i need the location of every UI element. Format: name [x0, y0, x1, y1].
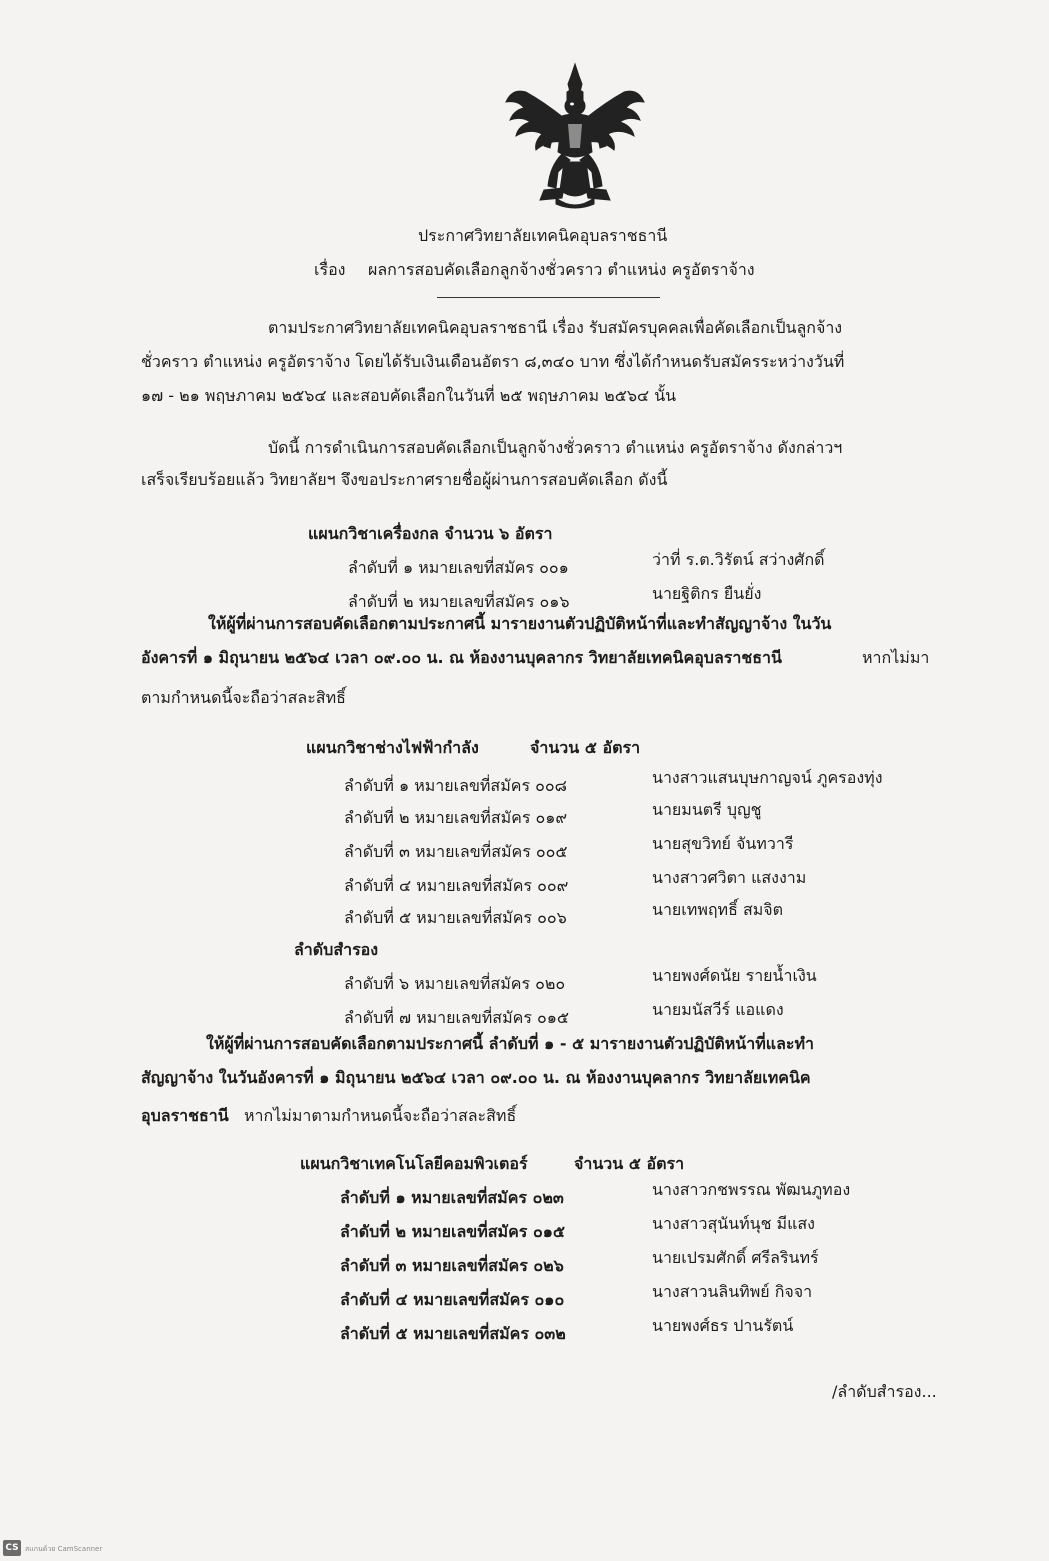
camscanner-watermark: สแกนด้วย CamScanner: [25, 1545, 103, 1553]
subject-text: ผลการสอบคัดเลือกลูกจ้างชั่วคราว ตำแหน่ง ครูอัตราจ้าง: [368, 260, 755, 279]
list-item-rank: ลำดับที่ ๓ หมายเลขที่สมัคร ๐๒๖: [340, 1256, 564, 1275]
list-item-rank: ลำดับที่ ๑ หมายเลขที่สมัคร ๐๒๓: [340, 1188, 564, 1207]
notice-line-2: อังคารที่ ๑ มิถุนายน ๒๕๖๔ เวลา ๐๙.๐๐ น. ณ ห้องงานบุคลากร วิทยาลัยเทคนิคอุบลราชธานี: [141, 648, 782, 667]
list-item-rank: ลำดับที่ ๒ หมายเลขที่สมัคร ๐๑๕: [340, 1222, 565, 1241]
list-item-rank: ลำดับที่ ๒ หมายเลขที่สมัคร ๐๑๖: [348, 592, 570, 611]
list-item-rank: ลำดับที่ ๔ หมายเลขที่สมัคร ๐๑๐: [340, 1290, 565, 1309]
reserve-heading: ลำดับสำรอง: [294, 940, 379, 959]
notice-line-2: สัญญาจ้าง ในวันอังคารที่ ๑ มิถุนายน ๒๕๖๔ เวลา ๐๙.๐๐ น. ณ ห้องงานบุคลากร วิทยาลัยเทคนิค: [141, 1068, 811, 1087]
list-item-rank: ลำดับที่ ๕ หมายเลขที่สมัคร ๐๐๖: [344, 908, 567, 927]
list-item-name: นางสาวนลินทิพย์ กิจจา: [652, 1282, 813, 1301]
title-divider: [437, 297, 660, 298]
list-item-rank: ลำดับที่ ๒ หมายเลขที่สมัคร ๐๑๙: [344, 808, 568, 827]
intro-line-2: ชั่วคราว ตำแหน่ง ครูอัตราจ้าง โดยได้รับเงินเดือนอัตรา ๘,๓๔๐ บาท ซึ่งได้กำหนดรับสมัครระหว่างวันที่: [141, 352, 845, 371]
notice-line-1: ให้ผู้ที่ผ่านการสอบคัดเลือกตามประกาศนี้ ลำดับที่ ๑ - ๕ มารายงานตัวปฏิบัติหน้าที่และทำ: [206, 1034, 815, 1053]
section-heading-computer: แผนกวิชาเทคโนโลยีคอมพิวเตอร์: [300, 1154, 528, 1173]
list-item-name: นายมนตรี บุญชู: [652, 800, 762, 819]
list-item-rank: ลำดับที่ ๖ หมายเลขที่สมัคร ๐๒๐: [344, 974, 566, 993]
announcement-title: ประกาศวิทยาลัยเทคนิคอุบลราชธานี: [418, 226, 668, 245]
notice-line-2-tail: หากไม่มา: [862, 648, 930, 667]
list-item-name: นางสาวแสนบุษกาญจน์ ภูครองทุ่ง: [652, 768, 883, 787]
list-item-rank: ลำดับที่ ๗ หมายเลขที่สมัคร ๐๑๕: [344, 1008, 570, 1027]
section-count: จำนวน ๕ อัตรา: [530, 738, 641, 757]
list-item-name: นายฐิติกร ยืนยั่ง: [652, 584, 762, 603]
section-heading-mechanical: แผนกวิชาเครื่องกล จำนวน ๖ อัตรา: [308, 524, 553, 543]
garuda-emblem: [504, 62, 646, 212]
list-item-rank: ลำดับที่ ๓ หมายเลขที่สมัคร ๐๐๕: [344, 842, 568, 861]
notice-line-3: ตามกำหนดนี้จะถือว่าสละสิทธิ์: [141, 688, 346, 707]
notice-line-3-head: อุบลราชธานี: [141, 1106, 229, 1125]
camscanner-logo: CS: [3, 1540, 21, 1556]
intro-line-1: ตามประกาศวิทยาลัยเทคนิคอุบลราชธานี เรื่อง รับสมัครบุคคลเพื่อคัดเลือกเป็นลูกจ้าง: [268, 318, 843, 337]
list-item-rank: ลำดับที่ ๑ หมายเลขที่สมัคร ๐๐๘: [344, 776, 567, 795]
list-item-rank: ลำดับที่ ๑ หมายเลขที่สมัคร ๐๐๑: [348, 558, 569, 577]
list-item-rank: ลำดับที่ ๔ หมายเลขที่สมัคร ๐๐๙: [344, 876, 569, 895]
notice-line-1: ให้ผู้ที่ผ่านการสอบคัดเลือกตามประกาศนี้ มารายงานตัวปฏิบัติหน้าที่และทำสัญญาจ้าง ในวัน: [208, 614, 832, 633]
list-item-name: นายเทพฤทธิ์ สมจิต: [652, 900, 784, 919]
notice-line-3-tail: หากไม่มาตามกำหนดนี้จะถือว่าสละสิทธิ์: [244, 1106, 517, 1125]
list-item-name: นายสุขวิทย์ จันทวารี: [652, 834, 794, 853]
list-item-name: นายพงศ์ธร ปานรัตน์: [652, 1316, 794, 1335]
list-item-name: นางสาวสุนันท์นุช มีแสง: [652, 1214, 815, 1233]
list-item-name: นายเปรมศักดิ์ ศรีลรินทร์: [652, 1248, 819, 1267]
list-item-name: นายมนัสวีร์ แอแดง: [652, 1000, 784, 1019]
section-heading-electrical: แผนกวิชาช่างไฟฟ้ากำลัง: [306, 738, 479, 757]
section-count: จำนวน ๕ อัตรา: [574, 1154, 685, 1173]
list-item-name: นายพงศ์ดนัย รายน้ำเงิน: [652, 966, 817, 985]
intro-line-3: ๑๗ - ๒๑ พฤษภาคม ๒๕๖๔ และสอบคัดเลือกในวันที่ ๒๕ พฤษภาคม ๒๕๖๔ นั้น: [141, 386, 677, 405]
intro-p2-line-2: เสร็จเรียบร้อยแล้ว วิทยาลัยฯ จึงขอประกาศรายชื่อผู้ผ่านการสอบคัดเลือก ดังนี้: [141, 470, 668, 489]
list-item-name: ว่าที่ ร.ต.วิรัตน์ สว่างศักดิ์: [652, 550, 825, 569]
list-item-rank: ลำดับที่ ๕ หมายเลขที่สมัคร ๐๓๒: [340, 1324, 566, 1343]
intro-p2-line-1: บัดนี้ การดำเนินการสอบคัดเลือกเป็นลูกจ้างชั่วคราว ตำแหน่ง ครูอัตราจ้าง ดังกล่าวฯ: [268, 438, 843, 457]
subject-label: เรื่อง: [314, 260, 346, 279]
list-item-name: นางสาวศวิตา แสงงาม: [652, 868, 807, 887]
list-item-name: นางสาวกชพรรณ พัฒนภูทอง: [652, 1180, 851, 1199]
continuation-marker: /ลำดับสำรอง...: [832, 1382, 937, 1401]
